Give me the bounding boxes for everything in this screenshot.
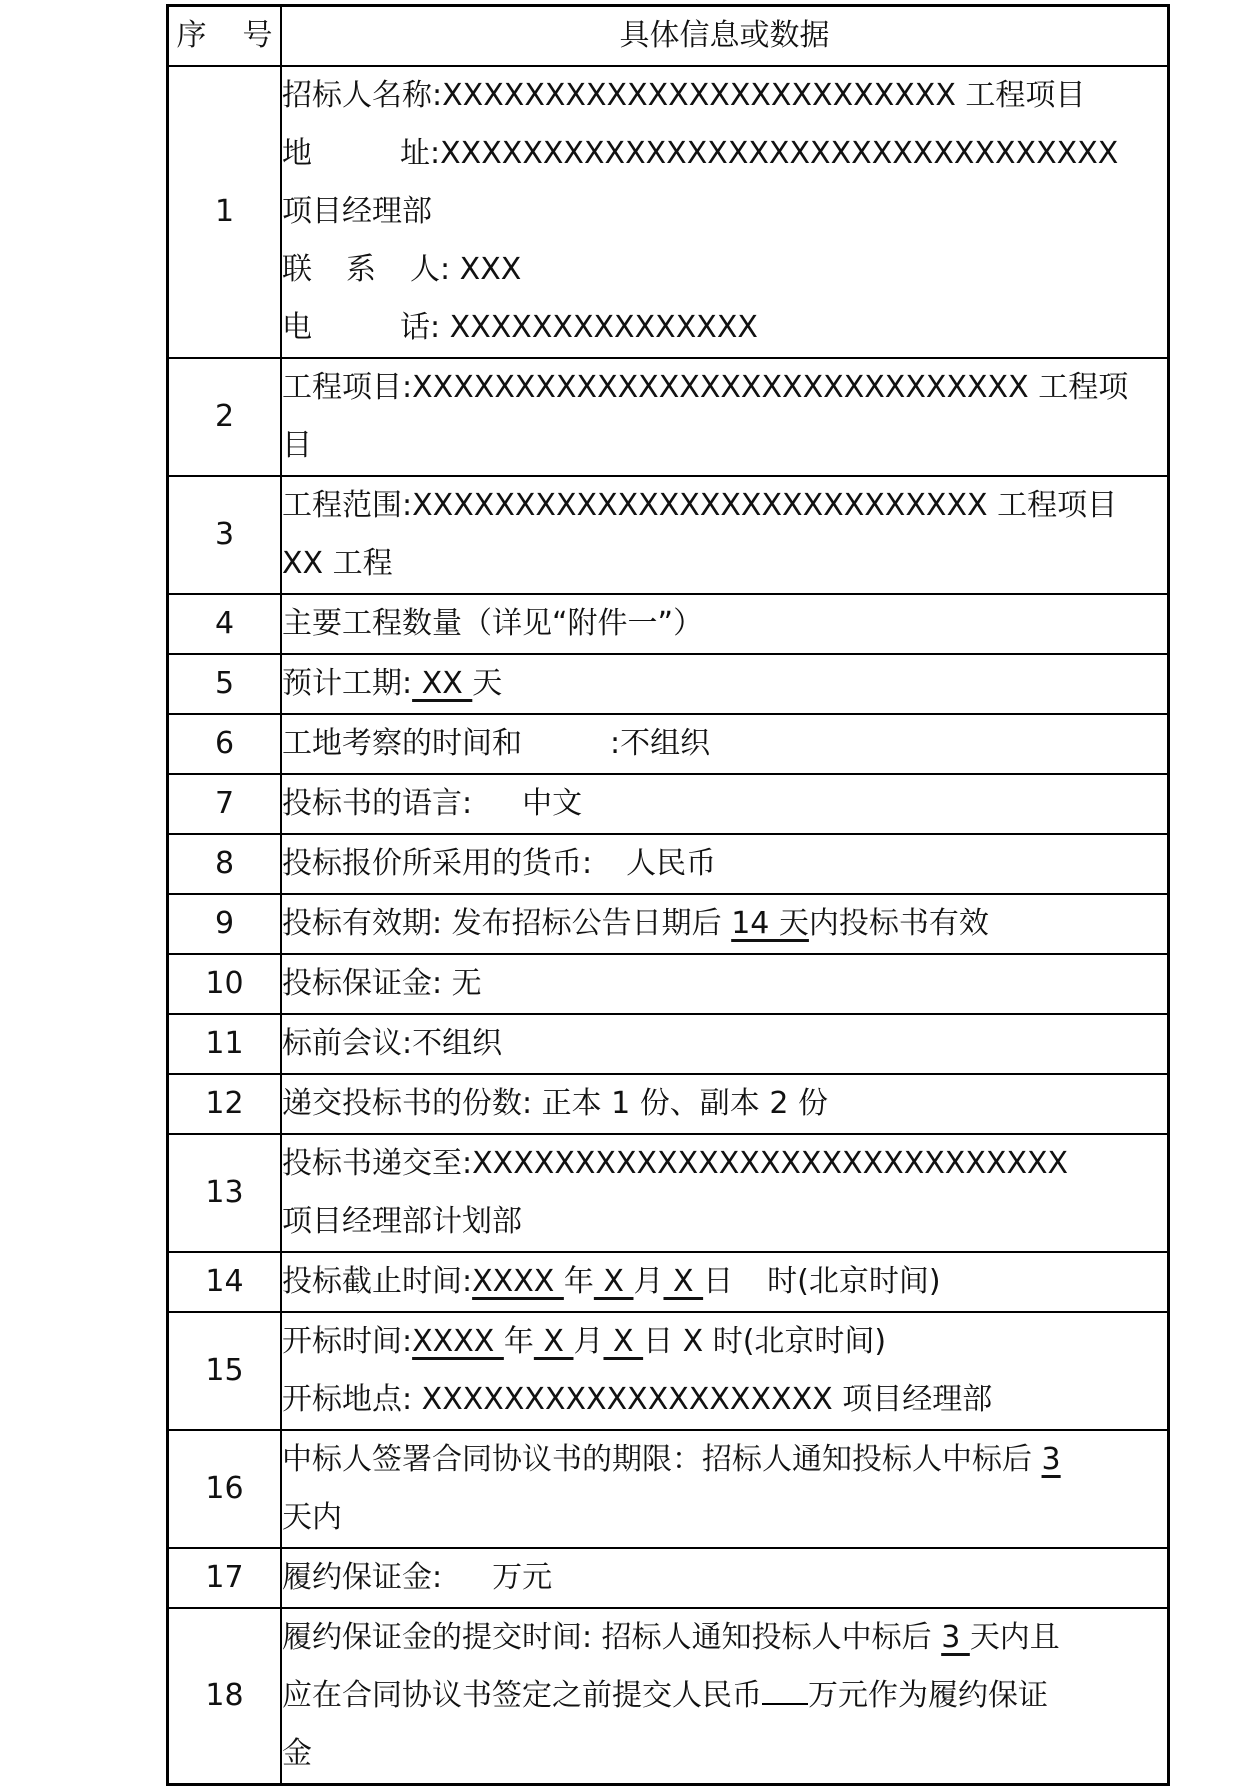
opening-time-label: 开标时间: xyxy=(282,1324,413,1359)
address-value: 址:XXXXXXXXXXXXXXXXXXXXXXXXXXXXXXXXX xyxy=(400,136,1119,171)
row-content: 标前会议:不组织 xyxy=(281,1014,1167,1074)
row-content xyxy=(281,894,1167,954)
performance-bond-label: 履约保证金: xyxy=(282,1560,443,1595)
contact-value: 人: XXX xyxy=(410,252,522,287)
row-content xyxy=(281,1430,1167,1548)
project-line-cont: 目 xyxy=(282,428,312,463)
bidding-info-sheet xyxy=(166,4,1170,1786)
header-details: 具体信息或数据 xyxy=(281,7,1167,66)
deadline-label: 投标截止时间: xyxy=(282,1264,473,1299)
duration-value: XX xyxy=(412,666,473,701)
table-row xyxy=(169,1430,1167,1548)
deadline-day: X xyxy=(663,1264,704,1299)
row-content xyxy=(281,1252,1167,1312)
row-number: 13 xyxy=(169,1134,281,1252)
row-content: 主要工程数量（详见“附件一”） xyxy=(281,594,1167,654)
row-content xyxy=(281,1134,1167,1252)
opening-year-unit: 年 xyxy=(503,1324,534,1359)
language-label: 投标书的语言: xyxy=(282,786,473,821)
row-content xyxy=(281,1608,1167,1785)
submission-line-cont: 项目经理部计划部 xyxy=(282,1204,522,1239)
address-line xyxy=(282,125,1167,183)
phone-value: 话: XXXXXXXXXXXXXXX xyxy=(400,310,758,345)
table-row xyxy=(169,358,1167,476)
bond-amount-line xyxy=(282,1667,1167,1725)
table-row xyxy=(169,1548,1167,1608)
header-serial-number xyxy=(169,7,281,66)
row-content xyxy=(281,358,1167,476)
tenderer-name-line: 招标人名称:XXXXXXXXXXXXXXXXXXXXXXXXX 工程项目 xyxy=(282,78,1086,113)
deadline-hour: 时(北京时间) xyxy=(767,1264,941,1299)
header-serial-char-2: 号 xyxy=(242,18,273,53)
deadline-month: X xyxy=(593,1264,634,1299)
row-number: 6 xyxy=(169,714,281,774)
opening-hour: 日 X 时(北京时间) xyxy=(643,1324,887,1359)
row-content xyxy=(281,774,1167,834)
language-value: 中文 xyxy=(522,786,583,821)
row-content: 递交投标书的份数: 正本 1 份、副本 2 份 xyxy=(281,1074,1167,1134)
bond-submission-label: 履约保证金的提交时间: 招标人通知投标人中标后 xyxy=(282,1620,942,1655)
contact-line xyxy=(282,241,1167,299)
row-number: 9 xyxy=(169,894,281,954)
bidding-info-table xyxy=(169,7,1167,1786)
table-row xyxy=(169,1134,1167,1252)
table-row xyxy=(169,1014,1167,1074)
phone-line xyxy=(282,299,1167,357)
row-number: 7 xyxy=(169,774,281,834)
address-continuation: 项目经理部 xyxy=(282,194,432,229)
row-number: 4 xyxy=(169,594,281,654)
contract-deadline-cont: 天内 xyxy=(282,1500,342,1535)
row-content xyxy=(281,834,1167,894)
deadline-month-unit: 月 xyxy=(633,1264,664,1299)
contact-label-b: 系 xyxy=(346,252,376,287)
bond-submission-line xyxy=(282,1609,1167,1667)
phone-label-a: 电 xyxy=(282,310,312,345)
deadline-year: XXXX xyxy=(472,1264,564,1299)
row-content xyxy=(281,66,1167,358)
submission-line: 投标书递交至:XXXXXXXXXXXXXXXXXXXXXXXXXXXXX xyxy=(282,1146,1069,1181)
currency-label: 投标报价所采用的货币: xyxy=(282,846,593,881)
table-row xyxy=(169,66,1167,358)
site-visit-label: 工地考察的时间和 xyxy=(282,726,522,761)
row-number: 17 xyxy=(169,1548,281,1608)
table-row xyxy=(169,1608,1167,1785)
row-number: 16 xyxy=(169,1430,281,1548)
opening-time-line xyxy=(282,1313,1167,1371)
row-content xyxy=(281,1312,1167,1430)
bond-amount-tail: 万元作为履约保证 xyxy=(808,1678,1048,1713)
table-row xyxy=(169,714,1167,774)
bond-submission-days: 3 xyxy=(941,1620,970,1655)
validity-label: 投标有效期: 发布招标公告日期后 xyxy=(282,906,732,941)
scope-line-cont: XX 工程 xyxy=(282,546,393,581)
duration-unit: 天 xyxy=(472,666,503,701)
row-number: 8 xyxy=(169,834,281,894)
project-line: 工程项目:XXXXXXXXXXXXXXXXXXXXXXXXXXXXXX 工程项 xyxy=(282,370,1129,405)
contract-deadline-label: 中标人签署合同协议书的期限：招标人通知投标人中标后 xyxy=(282,1442,1042,1477)
deadline-day-unit: 日 xyxy=(703,1264,734,1299)
row-number: 18 xyxy=(169,1608,281,1785)
contract-deadline-line xyxy=(282,1431,1167,1489)
table-row xyxy=(169,654,1167,714)
table-row xyxy=(169,774,1167,834)
table-row xyxy=(169,476,1167,594)
contact-label-a: 联 xyxy=(282,252,312,287)
row-number: 3 xyxy=(169,476,281,594)
opening-month-unit: 月 xyxy=(573,1324,604,1359)
table-header-row xyxy=(169,7,1167,66)
opening-year: XXXX xyxy=(412,1324,504,1359)
table-row xyxy=(169,1252,1167,1312)
row-number: 12 xyxy=(169,1074,281,1134)
table-row xyxy=(169,954,1167,1014)
scope-line: 工程范围:XXXXXXXXXXXXXXXXXXXXXXXXXXXX 工程项目 xyxy=(282,488,1118,523)
currency-value: 人民币 xyxy=(626,846,717,881)
table-row xyxy=(169,834,1167,894)
opening-place-line: 开标地点: XXXXXXXXXXXXXXXXXXXX 项目经理部 xyxy=(282,1382,993,1417)
bond-amount-label: 应在合同协议书签定之前提交人民币 xyxy=(282,1678,762,1713)
table-row xyxy=(169,1312,1167,1430)
row-number: 2 xyxy=(169,358,281,476)
address-label-a: 地 xyxy=(282,136,312,171)
row-number: 11 xyxy=(169,1014,281,1074)
row-number: 14 xyxy=(169,1252,281,1312)
table-row xyxy=(169,594,1167,654)
validity-tail: 内投标书有效 xyxy=(808,906,989,941)
opening-day: X xyxy=(603,1324,644,1359)
row-number: 5 xyxy=(169,654,281,714)
bond-amount-blank xyxy=(762,1673,808,1705)
performance-bond-unit: 万元 xyxy=(492,1560,553,1595)
row-content xyxy=(281,1548,1167,1608)
table-row xyxy=(169,894,1167,954)
bond-amount-cont: 金 xyxy=(282,1736,312,1771)
duration-label: 预计工期: xyxy=(282,666,413,701)
row-content: 投标保证金: 无 xyxy=(281,954,1167,1014)
validity-days: 14 天 xyxy=(731,906,809,941)
contract-deadline-days: 3 xyxy=(1041,1442,1061,1477)
opening-month: X xyxy=(533,1324,574,1359)
row-number: 10 xyxy=(169,954,281,1014)
site-visit-value: :不组织 xyxy=(610,726,711,761)
bond-submission-tail: 天内且 xyxy=(969,1620,1060,1655)
row-number: 15 xyxy=(169,1312,281,1430)
row-content xyxy=(281,714,1167,774)
row-content xyxy=(281,476,1167,594)
table-row xyxy=(169,1074,1167,1134)
deadline-year-unit: 年 xyxy=(563,1264,594,1299)
row-number: 1 xyxy=(169,66,281,358)
row-content xyxy=(281,654,1167,714)
header-serial-char-1: 序 xyxy=(176,18,207,53)
